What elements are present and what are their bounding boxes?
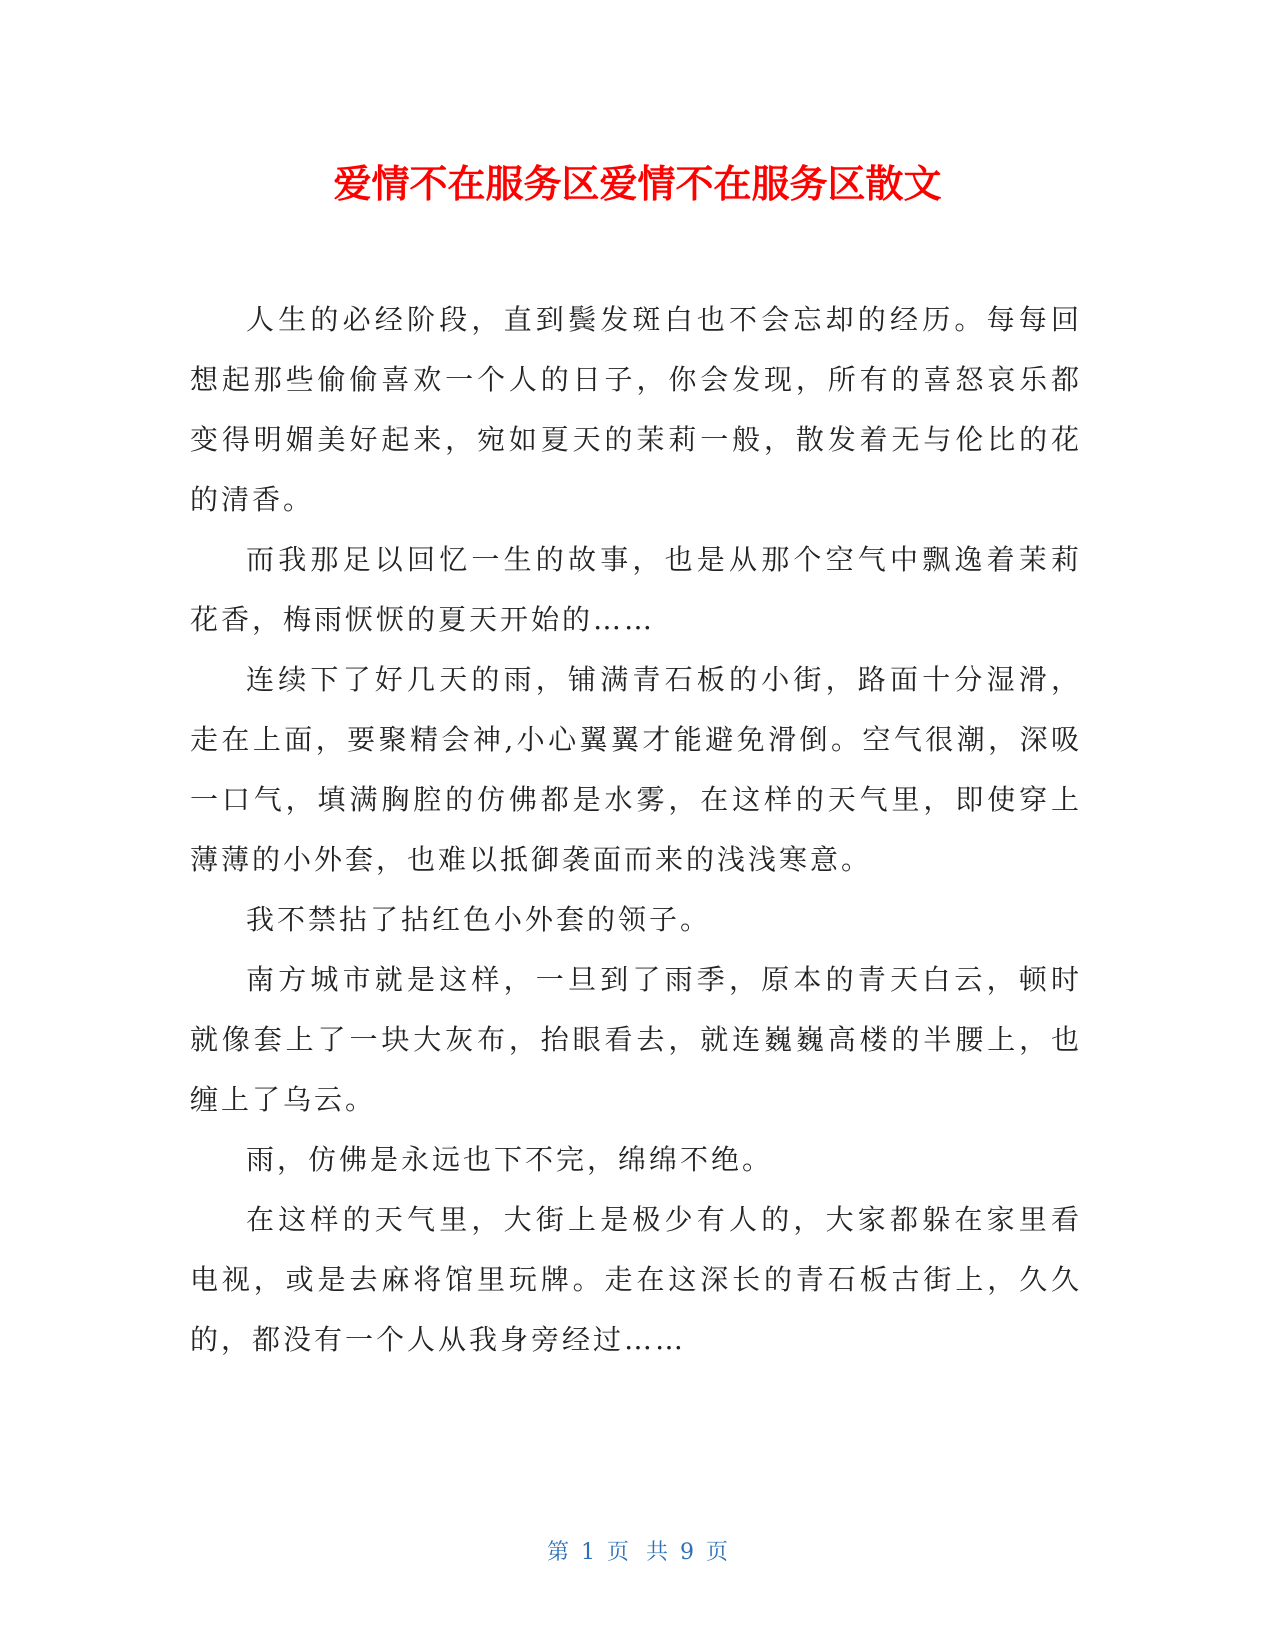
paragraph: 连续下了好几天的雨，铺满青石板的小街，路面十分湿滑，走在上面，要聚精会神,小心翼翼才能避免滑倒。空气很潮，深吸一口气，填满胸腔的仿佛都是水雾，在这样的天气里，即使穿上薄薄的小外套，也难以抵御袭面而来的浅浅寒意。 [190,663,1082,876]
footer-page-total: 9 [680,1540,694,1565]
footer-page-prefix: 第 [546,1540,569,1565]
footer-page-mid: 页 共 [607,1540,668,1565]
paragraph: 雨，仿佛是永远也下不完，绵绵不绝。 [246,1143,774,1176]
document-body [190,290,1082,1370]
paragraph: 我不禁拈了拈红色小外套的领子。 [246,903,712,936]
page-footer [0,1538,1275,1568]
document-title: 爱情不在服务区爱情不在服务区散文 [333,162,942,206]
paragraph: 人生的必经阶段，直到鬓发斑白也不会忘却的经历。每每回想起那些偷偷喜欢一个人的日子，你会发现，所有的喜怒哀乐都变得明媚美好起来，宛如夏天的茉莉一般，散发着无与伦比的花的清香。 [190,303,1082,516]
footer-page-suffix: 页 [706,1540,729,1565]
footer-page-number: 1 [581,1540,595,1565]
paragraph: 在这样的天气里，大街上是极少有人的，大家都躲在家里看电视，或是去麻将馆里玩牌。走在这深长的青石板古街上，久久的，都没有一个人从我身旁经过…… [190,1203,1082,1356]
paragraph: 南方城市就是这样，一旦到了雨季，原本的青天白云，顿时就像套上了一块大灰布，抬眼看去，就连巍巍高楼的半腰上，也缠上了乌云。 [190,963,1082,1116]
paragraph: 而我那足以回忆一生的故事，也是从那个空气中飘逸着茉莉花香，梅雨恹恹的夏天开始的…… [190,543,1082,636]
